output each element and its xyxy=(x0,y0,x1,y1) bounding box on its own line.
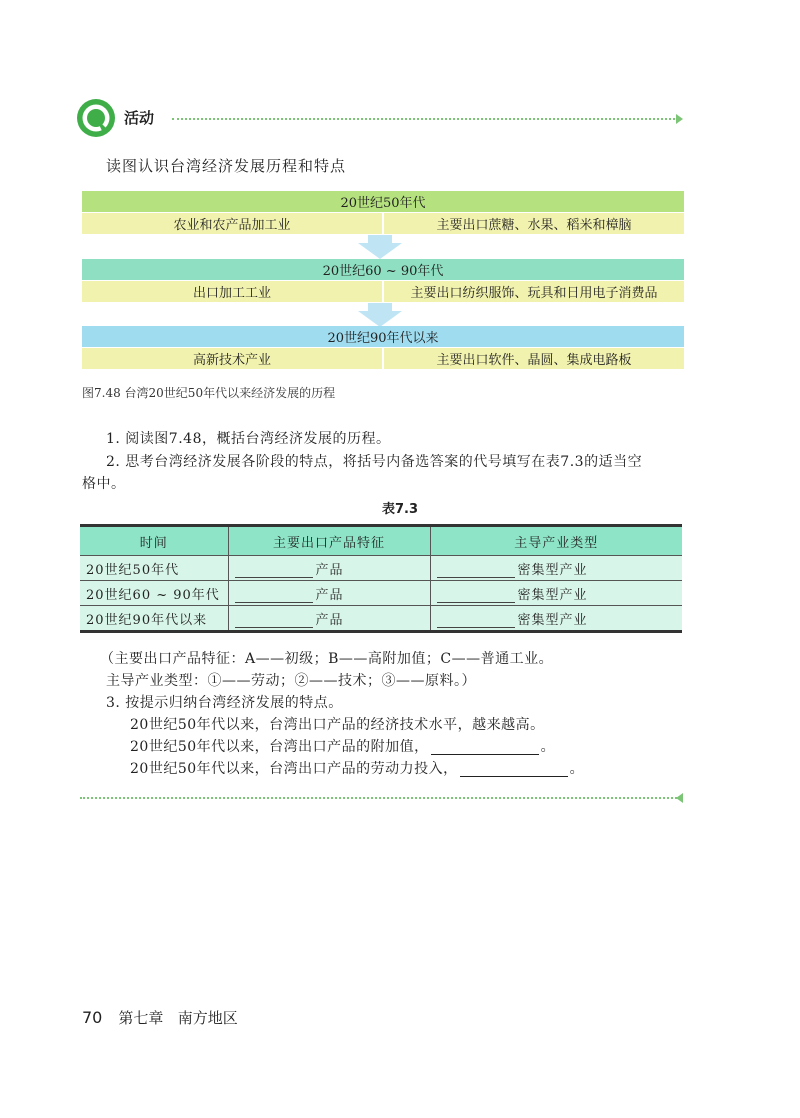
notes-line-1: （主要出口产品特征：A——初级；B——高附加值；C——普通工业。 xyxy=(100,651,554,667)
divider-top-arrow xyxy=(676,114,683,124)
chapter-label: 第七章 xyxy=(118,1009,164,1027)
section-label: 南方地区 xyxy=(177,1009,238,1027)
industry-suffix: 密集型产业 xyxy=(517,587,588,603)
industry-blank[interactable] xyxy=(437,613,515,628)
stage-1-period: 20世纪50年代 xyxy=(82,191,684,212)
statement-3: 20世纪50年代以来，台湾出口产品的劳动力投入， xyxy=(130,761,458,777)
table-cell-industry xyxy=(430,556,682,581)
stage-1-row xyxy=(82,213,684,234)
statement-2: 20世纪50年代以来，台湾出口产品的附加值， xyxy=(130,739,429,755)
activity-title: 活动 xyxy=(124,109,155,127)
product-blank[interactable] xyxy=(235,588,313,603)
table-cell-industry xyxy=(430,581,682,606)
table-cell-product xyxy=(228,606,430,632)
down-arrow-1 xyxy=(358,235,402,259)
statement-3-row xyxy=(130,758,584,780)
table-row xyxy=(80,556,682,581)
page-footer xyxy=(82,1007,238,1028)
stage-1-industry: 农业和农产品加工业 xyxy=(82,213,384,234)
table-cell-product xyxy=(228,581,430,606)
table-cell-time: 20世纪60 ~ 90年代 xyxy=(80,581,228,606)
stage-2-period: 20世纪60 ~ 90年代 xyxy=(82,259,684,280)
divider-bottom xyxy=(80,797,680,799)
answer-blank-2[interactable] xyxy=(460,762,568,777)
table-row xyxy=(80,606,682,632)
table-header-industry: 主导产业类型 xyxy=(430,526,682,556)
figure-caption: 图7.48 台湾20世纪50年代以来经济发展的历程 xyxy=(82,386,336,400)
stage-1-exports: 主要出口蔗糖、水果、稻米和樟脑 xyxy=(436,218,632,233)
table-cell-time: 20世纪50年代 xyxy=(80,556,228,581)
product-suffix: 产品 xyxy=(315,562,344,578)
end-mark-2: 。 xyxy=(569,761,585,777)
stage-3-period: 20世纪90年代以来 xyxy=(82,326,684,347)
industry-suffix: 密集型产业 xyxy=(517,562,588,578)
table-header-time: 时间 xyxy=(80,526,228,556)
product-blank[interactable] xyxy=(235,563,313,578)
question-3: 3. 按提示归纳台湾经济发展的特点。 xyxy=(106,695,343,711)
statement-2-row xyxy=(130,736,555,758)
intro-text: 读图认识台湾经济发展历程和特点 xyxy=(106,157,347,175)
end-mark-1: 。 xyxy=(540,739,556,755)
industry-suffix: 密集型产业 xyxy=(517,612,588,628)
industry-blank[interactable] xyxy=(437,563,515,578)
stage-2-industry: 出口加工工业 xyxy=(82,281,384,302)
table-row xyxy=(80,581,682,606)
table-cell-product xyxy=(228,556,430,581)
table-7-3 xyxy=(80,524,682,633)
table-header-product: 主要出口产品特征 xyxy=(228,526,430,556)
answer-blank-1[interactable] xyxy=(431,740,539,755)
stage-2-exports: 主要出口纺织服饰、玩具和日用电子消费品 xyxy=(410,286,658,301)
industry-blank[interactable] xyxy=(437,588,515,603)
divider-bottom-arrow xyxy=(676,793,683,803)
table-cell-time: 20世纪90年代以来 xyxy=(80,606,228,632)
notes-line-2: 主导产业类型：①——劳动；②——技术；③——原料。） xyxy=(106,673,476,689)
page-number: 70 xyxy=(82,1008,103,1027)
stage-3-exports: 主要出口软件、晶圆、集成电路板 xyxy=(436,353,632,368)
statement-1: 20世纪50年代以来，台湾出口产品的经济技术水平，越来越高。 xyxy=(130,717,545,733)
down-arrow-2 xyxy=(358,303,402,327)
question-1: 1. 阅读图7.48，概括台湾经济发展的历程。 xyxy=(106,431,391,447)
product-suffix: 产品 xyxy=(315,612,344,628)
question-2-line2: 格中。 xyxy=(82,476,126,492)
divider-top xyxy=(172,118,675,120)
table-cell-industry xyxy=(430,606,682,632)
question-2-line1: 2. 思考台湾经济发展各阶段的特点，将括号内备选答案的代号填写在表7.3的适当空 xyxy=(106,454,643,470)
product-blank[interactable] xyxy=(235,613,313,628)
stage-2-row xyxy=(82,281,684,302)
activity-icon xyxy=(76,98,116,138)
table-header-row xyxy=(80,526,682,556)
table-title: 表7.3 xyxy=(381,502,419,517)
stage-3-industry: 高新技术产业 xyxy=(82,348,384,369)
stage-3-row xyxy=(82,348,684,369)
product-suffix: 产品 xyxy=(315,587,344,603)
